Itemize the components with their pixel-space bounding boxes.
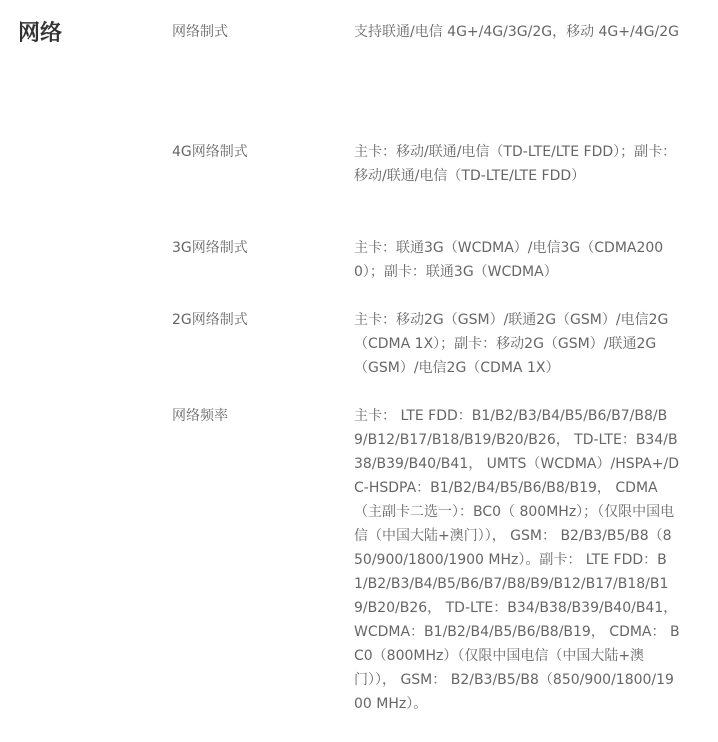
spec-label: 4G网络制式 [172, 144, 248, 160]
spec-label: 网络制式 [172, 24, 228, 40]
spec-value: 支持联通/电信 4G+/4G/3G/2G，移动 4G+/4G/2G [354, 24, 679, 40]
spec-value: 主卡：移动2G（GSM）/联通2G（GSM）/电信2G（CDMA 1X）；副卡：移动2G（GSM）/联通2G（GSM）/电信2G（CDMA 1X） [354, 312, 669, 376]
section-title: 网络 [18, 21, 63, 46]
spec-label: 网络频率 [172, 408, 228, 424]
spec-value: 主卡： LTE FDD：B1/B2/B3/B4/B5/B6/B7/B8/B9/B12/B17/B18/B19/B20/B26， TD-LTE：B34/B38/B39/B40/B41， UMTS（WCDMA）/HSPA+/DC-HSDPA：B1/B2/B4/B5/B6/B8/B19， CDMA（主副卡二选一）：BC0（ 800MHz）；（仅限中国电信（中国大陆+澳门））， GSM： B2/B3/B5/B8（850/900/1800/1900 MHz）。副卡： LTE FDD：B1/B2/B3/B4/B5/B6/B7/B8/B9/B12/B17/B18/B19/B20/B26， TD-LTE：B34/B38/B39/B40/B41， WCDMA：B1/B2/B4/B5/B6/B8/B19， CDMA： BC0（800MHz）（仅限中国电信（中国大陆+澳门））， GSM： B2/B3/B5/B8（850/900/1800/1900 MHz）。 [354, 408, 680, 712]
spec-value: 主卡：联通3G（WCDMA）/电信3G（CDMA2000）；副卡：联通3G（WCDMA） [354, 240, 664, 280]
spec-value: 主卡：移动/联通/电信（TD-LTE/LTE FDD）；副卡：移动/联通/电信（TD-LTE/LTE FDD） [354, 144, 677, 184]
spec-label: 3G网络制式 [172, 240, 248, 256]
spec-label: 2G网络制式 [172, 312, 248, 328]
